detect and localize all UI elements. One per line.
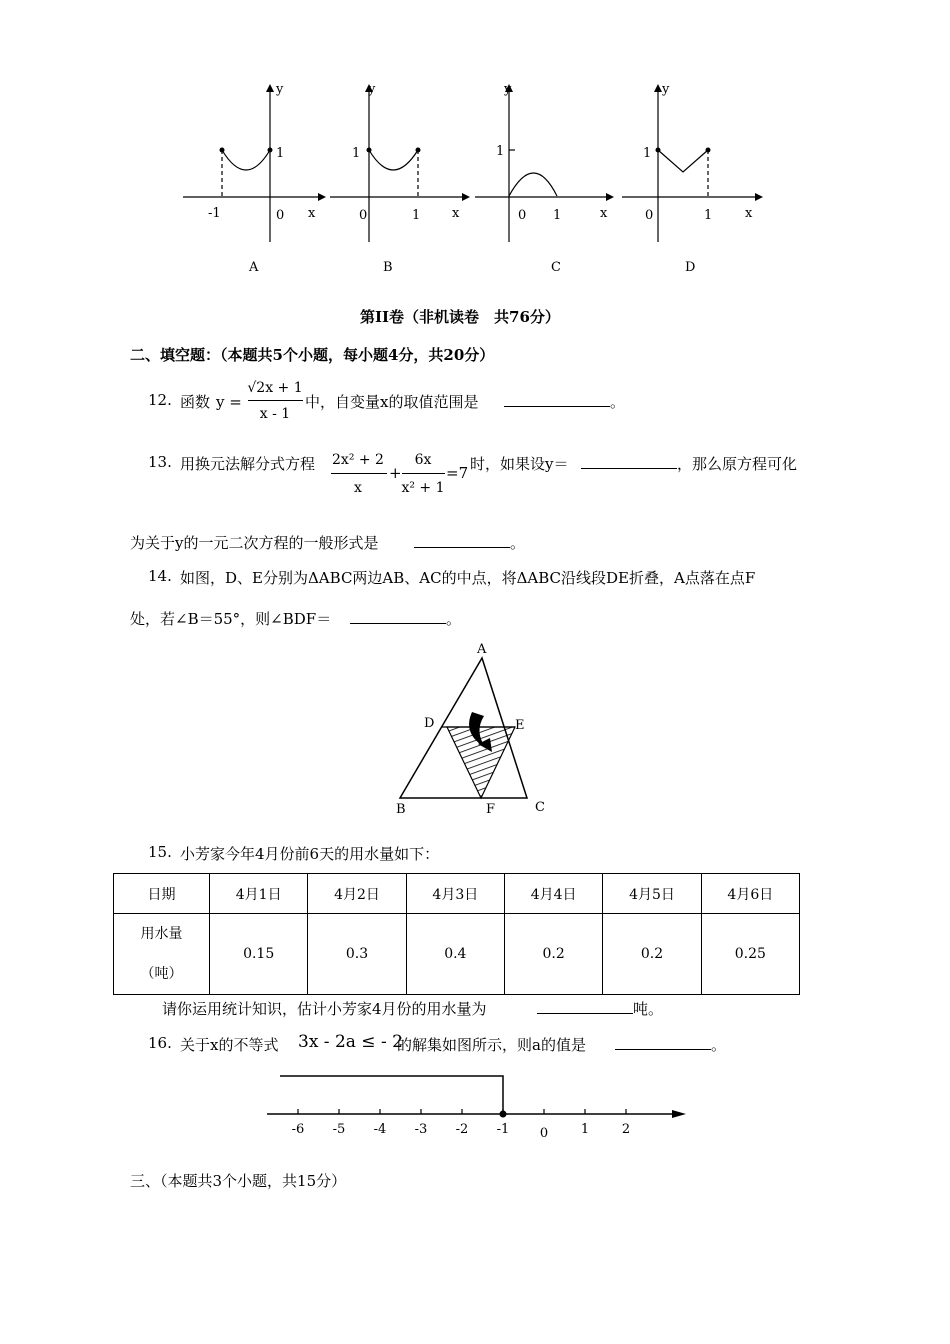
q13-frac2-bar: [402, 473, 445, 474]
graph-d-label-1y: 1: [643, 146, 652, 161]
table-cell: 0.3: [308, 914, 406, 995]
graph-b-label-1x: 1: [412, 208, 421, 223]
section2-title: 第II卷（非机读卷 共76分）: [360, 308, 560, 326]
number-line-tick-label: 1: [580, 1122, 590, 1137]
graph-d-y-label: y: [662, 82, 670, 97]
table-header-row: [114, 874, 800, 914]
q14-end: 。: [446, 610, 462, 628]
table-cell: 0.4: [406, 914, 504, 995]
table-header-cell: 4月4日: [504, 874, 602, 914]
q15-ask: 请你运用统计知识，估计小芳家4月份的用水量为: [162, 1000, 487, 1018]
q12-post: 中，自变量x的取值范围是: [305, 393, 479, 411]
graph-c-letter: C: [551, 260, 561, 275]
table-cell: 0.2: [603, 914, 701, 995]
table-header-cell: 4月1日: [210, 874, 308, 914]
q13-frac2-denominator: x² + 1: [401, 480, 445, 496]
graph-d-x-label: x: [745, 206, 753, 221]
fill-in-heading: 二、填空题：（本题共5个小题，每小题4分，共20分）: [130, 346, 495, 364]
graph-a-y-label: y: [276, 82, 284, 97]
graph-b-letter: B: [383, 260, 393, 275]
q16-end: 。: [711, 1036, 727, 1054]
triangle-label-e: E: [515, 718, 525, 733]
q13-post: ，那么原方程可化: [677, 455, 798, 473]
graph-d-label-0: 0: [645, 208, 654, 223]
section3-heading: 三、（本题共3个小题，共15分）: [130, 1172, 347, 1190]
q13-frac2-numerator: 6x: [414, 452, 432, 468]
q13-frac1-bar: [331, 473, 387, 474]
q12-number: 12.: [148, 391, 172, 409]
graph-a-letter: A: [249, 260, 259, 275]
graph-a-label-0: 0: [276, 208, 285, 223]
q12-denominator: x - 1: [259, 406, 291, 422]
triangle-label-b: B: [396, 802, 406, 817]
q13-answer-blank-2[interactable]: [414, 533, 510, 548]
q13-end: 。: [510, 534, 526, 552]
q16-inequality: 3x - 2a ≤ - 2: [298, 1032, 403, 1052]
triangle-label-d: D: [424, 716, 435, 731]
graph-a-x-label: x: [308, 206, 316, 221]
graph-b-y-label: y: [368, 82, 376, 97]
triangle-figure: [380, 640, 580, 820]
row-label-line2: （吨）: [140, 966, 183, 982]
graph-c-label-1y: 1: [496, 144, 505, 159]
graph-a-label-1: 1: [276, 146, 285, 161]
q16-pre: 关于x的不等式: [180, 1036, 279, 1054]
table-header-cell: 4月5日: [603, 874, 701, 914]
table-header-cell: 日期: [114, 874, 210, 914]
q13-line2: 为关于y的一元二次方程的一般形式是: [130, 534, 379, 552]
number-line-tick-label: -2: [455, 1122, 469, 1137]
q12-answer-blank[interactable]: [504, 392, 610, 407]
q13-plus: +: [389, 464, 402, 482]
number-line-tick-label: -1: [496, 1122, 510, 1137]
table-cell: 0.25: [701, 914, 799, 995]
triangle-label-c: C: [535, 800, 545, 815]
number-line-tick-label: -3: [414, 1122, 428, 1137]
triangle-label-f: F: [486, 802, 496, 817]
q13-answer-blank-1[interactable]: [581, 454, 677, 469]
number-line-tick-label: 2: [621, 1122, 631, 1137]
graph-c-label-1x: 1: [553, 208, 562, 223]
graph-a-label-neg1: -1: [208, 206, 221, 221]
table-header-cell: 4月3日: [406, 874, 504, 914]
table-cell: 0.2: [504, 914, 602, 995]
q13-number: 13.: [148, 453, 172, 471]
row-label-line1: 用水量: [140, 926, 183, 942]
table-row: [114, 914, 800, 995]
table-cell: 0.15: [210, 914, 308, 995]
q14-line2: 处，若∠B＝55°，则∠BDF＝: [130, 610, 332, 628]
graph-b-label-1y: 1: [352, 146, 361, 161]
number-line-tick-label: -5: [332, 1122, 346, 1137]
q16-post: 的解集如图所示，则a的值是: [397, 1036, 586, 1054]
q16-number: 16.: [148, 1034, 172, 1052]
q14-number: 14.: [148, 567, 172, 585]
q14-answer-blank[interactable]: [350, 609, 446, 624]
q13-mid: 时，如果设y＝: [470, 455, 569, 473]
q16-answer-blank[interactable]: [615, 1035, 711, 1050]
q12-fraction-bar: [248, 400, 303, 401]
q15-answer-blank[interactable]: [537, 999, 633, 1014]
table-header-cell: 4月6日: [701, 874, 799, 914]
graph-d-letter: D: [685, 260, 696, 275]
graph-c-label-0: 0: [518, 208, 527, 223]
q13-frac1-numerator: 2x² + 2: [332, 452, 384, 468]
q12-pre: 函数: [180, 393, 211, 411]
triangle-label-a: A: [477, 642, 487, 657]
q13-frac1-denominator: x: [354, 480, 362, 496]
function-graphs: [0, 70, 950, 290]
table-header-cell: 4月2日: [308, 874, 406, 914]
q14-line1: 如图，D、E分别为ΔABC两边AB、AC的中点，将ΔABC沿线段DE折叠，A点落在点F: [180, 569, 756, 587]
number-line-tick-label: -6: [291, 1122, 305, 1137]
graph-c-x-label: x: [600, 206, 608, 221]
table-row-label: [114, 914, 210, 995]
q15-ask-post: 吨。: [633, 1000, 664, 1018]
q13-pre: 用换元法解分式方程: [180, 455, 316, 473]
graph-d-label-1x: 1: [704, 208, 713, 223]
q15-number: 15.: [148, 843, 172, 861]
q12-numerator: √2x + 1: [247, 380, 303, 396]
water-usage-table: [113, 873, 800, 995]
q15-intro: 小芳家今年4月份前6天的用水量如下：: [180, 845, 440, 863]
graph-c-y-label: y: [504, 82, 512, 97]
q13-equals: =7: [446, 464, 469, 482]
graph-b-x-label: x: [452, 206, 460, 221]
q12-end: 。: [610, 393, 626, 411]
number-line-tick-label: 0: [539, 1126, 549, 1141]
q12-y-eq: y =: [216, 393, 242, 411]
graph-b-label-0: 0: [359, 208, 368, 223]
number-line-tick-label: -4: [373, 1122, 387, 1137]
